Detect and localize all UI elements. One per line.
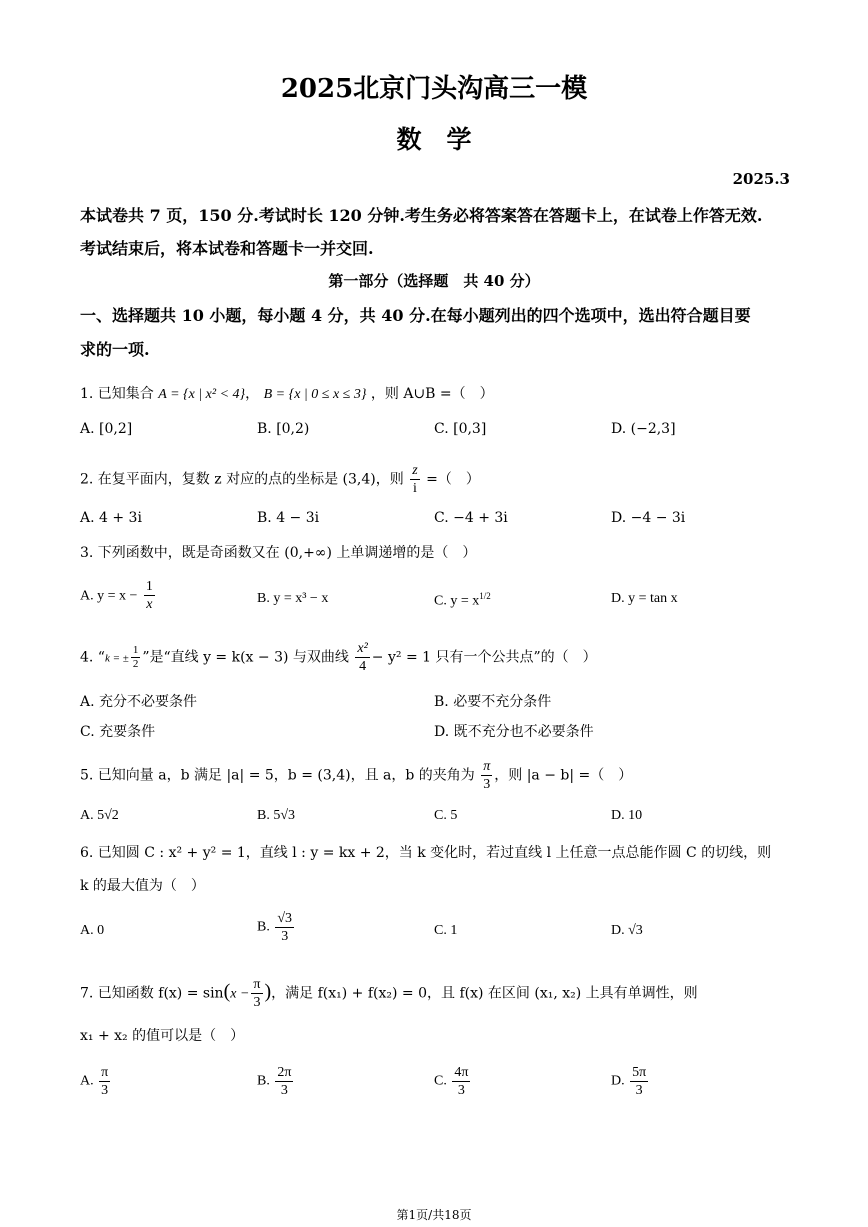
q6-option-a[interactable]: A. 0 (80, 923, 105, 938)
q1-option-d[interactable]: D. (−2,3] (611, 421, 676, 437)
q4-k-num: 1 (132, 644, 139, 656)
q3-opt-a-num: 1 (145, 579, 153, 594)
question-6-line-2: k 的最大值为（ ） (80, 878, 205, 894)
q1-set-b: B = {x | 0 ≤ x ≤ 3} (263, 387, 367, 402)
q3-option-c[interactable] (434, 591, 491, 610)
q7-paren-text: x − (230, 986, 250, 1002)
q6-opt-b-fraction (275, 910, 294, 945)
q4-option-b[interactable]: B. 必要不充分条件 (434, 694, 552, 710)
q7-opt-b-fraction (275, 1064, 293, 1099)
q3-option-a[interactable] (80, 578, 157, 613)
q7-stem-pre: 7. 已知函数 f(x) = sin (80, 985, 224, 1002)
q3-opt-a-text: A. y = x − (80, 588, 138, 604)
exam-title: 2025北京门头沟高三一模 (280, 74, 588, 104)
q7-opt-c-label: C. (434, 1073, 447, 1089)
q7-opt-d-num: 5π (632, 1065, 647, 1080)
q4-stem-mid: ”是“直线 y = k(x − 3) 与双曲线 (142, 649, 349, 666)
q2-fraction (410, 462, 419, 497)
q1-option-b[interactable]: B. [0,2) (257, 421, 310, 437)
q7-option-c[interactable] (434, 1064, 472, 1099)
q7-option-a[interactable] (80, 1064, 112, 1099)
question-4-stem (80, 640, 597, 675)
q2-option-b[interactable]: B. 4 − 3i (257, 510, 320, 526)
q4-k-fraction (131, 644, 141, 671)
q4-hyp-num: x² (357, 641, 368, 656)
q4-stem-tail: − y² = 1 只有一个公共点”的（ ） (371, 649, 597, 666)
q7-opt-a-num: π (101, 1065, 109, 1080)
question-3-stem: 3. 下列函数中，既是奇函数又在 (0,+∞) 上单调递增的是（ ） (80, 545, 477, 561)
q4-option-a[interactable]: A. 充分不必要条件 (80, 694, 198, 710)
q1-stem-text: 1. 已知集合 (80, 386, 154, 402)
q6-opt-b-label: B. (257, 919, 270, 935)
q5-option-b[interactable]: B. 5√3 (257, 808, 296, 823)
q1-set-a: A = {x | x² < 4} (158, 387, 246, 402)
q4-option-c[interactable]: C. 充要条件 (80, 724, 156, 740)
question-7-line-2: x₁ + x₂ 的值可以是（ ） (80, 1028, 245, 1044)
q4-hyp-den: 4 (359, 659, 367, 674)
q7-opt-b-den: 3 (280, 1083, 288, 1098)
q4-k-den: 2 (132, 658, 139, 670)
intro-line-1: 本试卷共 7 页，150 分.考试时长 120 分钟.考生务必将答案答在答题卡上，在试卷上作答无效. (80, 206, 763, 225)
question-1-stem: 1. 已知集合 A = {x | x² < 4}， B = {x | 0 ≤ x ≤ 3} ，则 A∪B =（ ） (80, 386, 494, 402)
q7-stem-tail: ，满足 f(x₁) + f(x₂) = 0，且 f(x) 在区间 (x₁, x₂) 上具有单调性，则 (271, 985, 698, 1002)
q6-option-c[interactable]: C. 1 (434, 923, 458, 938)
q7-pi-fraction (251, 976, 262, 1011)
q3-opt-c-text: C. y = x (434, 593, 480, 609)
q5-stem-pre: 5. 已知向量 a，b 满足 |a| = 5，b = (3,4)，且 a，b 的夹角为 (80, 767, 475, 784)
part-heading: 第一部分（选择题 共 40 分） (328, 272, 540, 290)
q7-opt-a-label: A. (80, 1073, 94, 1089)
q7-pi-num: π (253, 977, 261, 992)
q7-opt-a-den: 3 (101, 1083, 109, 1098)
q5-angle-fraction (481, 758, 492, 793)
q2-frac-num: z (412, 463, 418, 478)
intro-line-2: 考试结束后，将本试卷和答题卡一并交回. (80, 239, 374, 258)
q2-stem-text: 2. 在复平面内，复数 z 对应的点的坐标是 (3,4)，则 (80, 471, 404, 488)
q3-option-b[interactable]: B. y = x³ − x (257, 591, 329, 606)
q7-pi-den: 3 (253, 995, 261, 1010)
instruction-line-1: 一、选择题共 10 小题，每小题 4 分，共 40 分.在每小题列出的四个选项中，选出符合题目要 (80, 306, 751, 325)
question-2-stem (80, 462, 480, 497)
q7-opt-c-den: 3 (457, 1083, 465, 1098)
q2-option-a[interactable]: A. 4 + 3i (80, 510, 142, 526)
q7-opt-d-label: D. (611, 1073, 625, 1089)
q6-opt-b-num: √3 (277, 911, 293, 926)
q7-option-d[interactable] (611, 1064, 650, 1099)
q1-tail: ，则 A∪B =（ ） (370, 386, 494, 402)
q5-option-a[interactable]: A. 5√2 (80, 808, 119, 823)
q4-k-pm: k = ± (104, 652, 129, 665)
q6-option-d[interactable]: D. √3 (611, 923, 643, 938)
q7-opt-a-fraction (99, 1064, 110, 1099)
page-footer: 第1页/共18页 (396, 1208, 472, 1222)
q2-frac-den: i (412, 481, 417, 496)
exam-date: 2025.3 (732, 170, 790, 188)
q2-option-d[interactable]: D. −4 − 3i (611, 510, 686, 526)
q5-option-c[interactable]: C. 5 (434, 808, 458, 823)
q7-opt-b-label: B. (257, 1073, 270, 1089)
q7-opt-b-num: 2π (277, 1065, 292, 1080)
q6-opt-b-den: 3 (281, 929, 289, 944)
q5-pi-den: 3 (483, 777, 491, 792)
q7-opt-d-fraction (630, 1064, 648, 1099)
q7-option-b[interactable] (257, 1064, 295, 1099)
q5-stem-tail: ，则 |a − b| =（ ） (494, 767, 633, 784)
q3-opt-c-exponent: 1/2 (479, 591, 491, 601)
q7-opt-d-den: 3 (635, 1083, 643, 1098)
q3-option-d[interactable]: D. y = tan x (611, 591, 678, 606)
q7-opt-c-fraction (452, 1064, 470, 1099)
q6-option-b[interactable] (257, 910, 296, 945)
instruction-line-2: 求的一项. (80, 340, 150, 359)
q3-opt-a-fraction (144, 578, 155, 613)
q2-option-c[interactable]: C. −4 + 3i (434, 510, 508, 526)
question-6-line-1: 6. 已知圆 C : x² + y² = 1，直线 l : y = kx + 2，当 k 变化时，若过直线 l 上任意一点总能作圆 C 的切线，则 (80, 845, 772, 861)
q1-option-a[interactable]: A. [0,2] (80, 421, 133, 437)
q1-option-c[interactable]: C. [0,3] (434, 421, 487, 437)
q4-hyperbola-fraction (355, 640, 369, 675)
q4-stem-pre: 4. “ (80, 649, 105, 666)
q7-right-paren: ) (264, 980, 272, 1003)
question-5-stem (80, 758, 632, 793)
question-7-line-1 (80, 976, 698, 1011)
q4-option-d[interactable]: D. 既不充分也不必要条件 (434, 724, 594, 740)
q5-pi-num: π (483, 759, 491, 774)
q5-option-d[interactable]: D. 10 (611, 808, 643, 823)
q3-opt-a-den: x (146, 597, 153, 612)
subject-title: 数 学 (396, 125, 472, 154)
q7-opt-c-num: 4π (454, 1065, 469, 1080)
q2-tail: =（ ） (426, 471, 480, 488)
q7-left-paren: ( (223, 980, 231, 1003)
